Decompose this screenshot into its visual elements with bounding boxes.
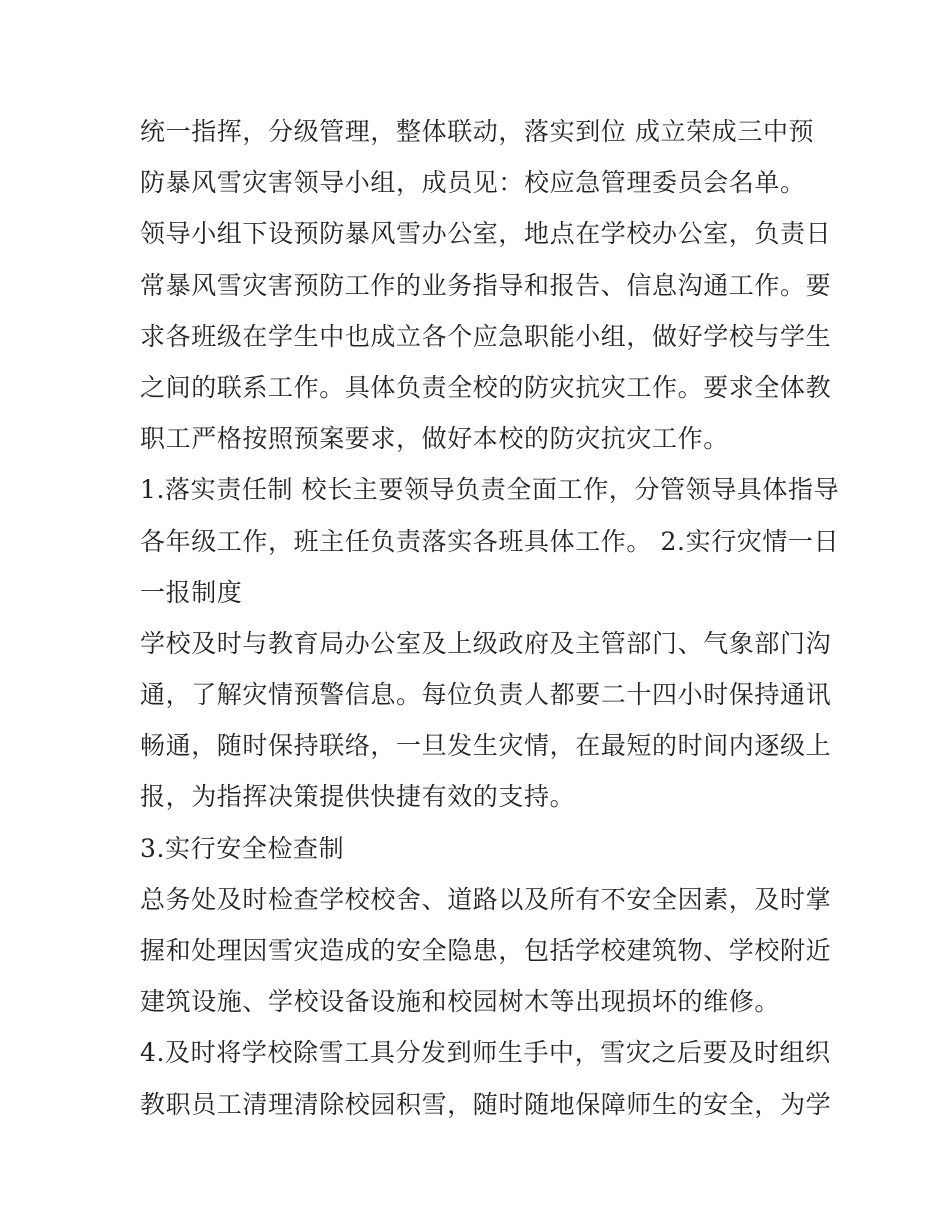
text-line: 求各班级在学生中也成立各个应急职能小组，做好学校与学生 [140, 321, 832, 351]
text-line: 握和处理因雪灾造成的安全隐患，包括学校建筑物、学校附近 [140, 936, 832, 965]
document-body [140, 106, 840, 1130]
text-line: 报，为指挥决策提供快捷有效的支持。 [140, 782, 576, 812]
text-line: 领导小组下设预防暴风雪办公室，地点在学校办公室，负责日 [140, 219, 832, 249]
text-line: 4.及时将学校除雪工具分发到师生手中，雪灾之后要及时组织 [140, 1038, 831, 1068]
text-line: 3.实行安全检查制 [140, 833, 345, 863]
text-line: 畅通，随时保持联络，一旦发生灾情，在最短的时间内逐级上 [140, 731, 832, 761]
text-line: 之间的联系工作。具体负责全校的防灾抗灾工作。要求全体教 [140, 372, 832, 402]
text-line: 职工严格按照预案要求，做好本校的防灾抗灾工作。 [140, 424, 729, 454]
text-line: 通，了解灾情预警信息。每位负责人都要二十四小时保持通讯 [140, 680, 832, 710]
text-line: 一报制度 [140, 577, 243, 607]
text-line: 学校及时与教育局办公室及上级政府及主管部门、气象部门沟 [140, 628, 832, 658]
text-line: 防暴风雪灾害领导小组，成员见：校应急管理委员会名单。 [140, 168, 806, 198]
text-line: 教职员工清理清除校园积雪，随时随地保障师生的安全，为学 [140, 1089, 832, 1119]
text-line: 统一指挥，分级管理，整体联动，落实到位 成立荣成三中预 [140, 117, 815, 146]
text-line: 建筑设施、学校设备设施和校园树木等出现损坏的维修。 [140, 987, 781, 1017]
text-line: 1.落实责任制 校长主要领导负责全面工作，分管领导具体指导 [140, 475, 840, 505]
text-line: 常暴风雪灾害预防工作的业务指导和报告、信息沟通工作。要 [140, 270, 832, 300]
text-line: 总务处及时检查学校校舍、道路以及所有不安全因素，及时掌 [140, 884, 832, 914]
text-line: 各年级工作，班主任负责落实各班具体工作。 2.实行灾情一日 [140, 526, 840, 556]
